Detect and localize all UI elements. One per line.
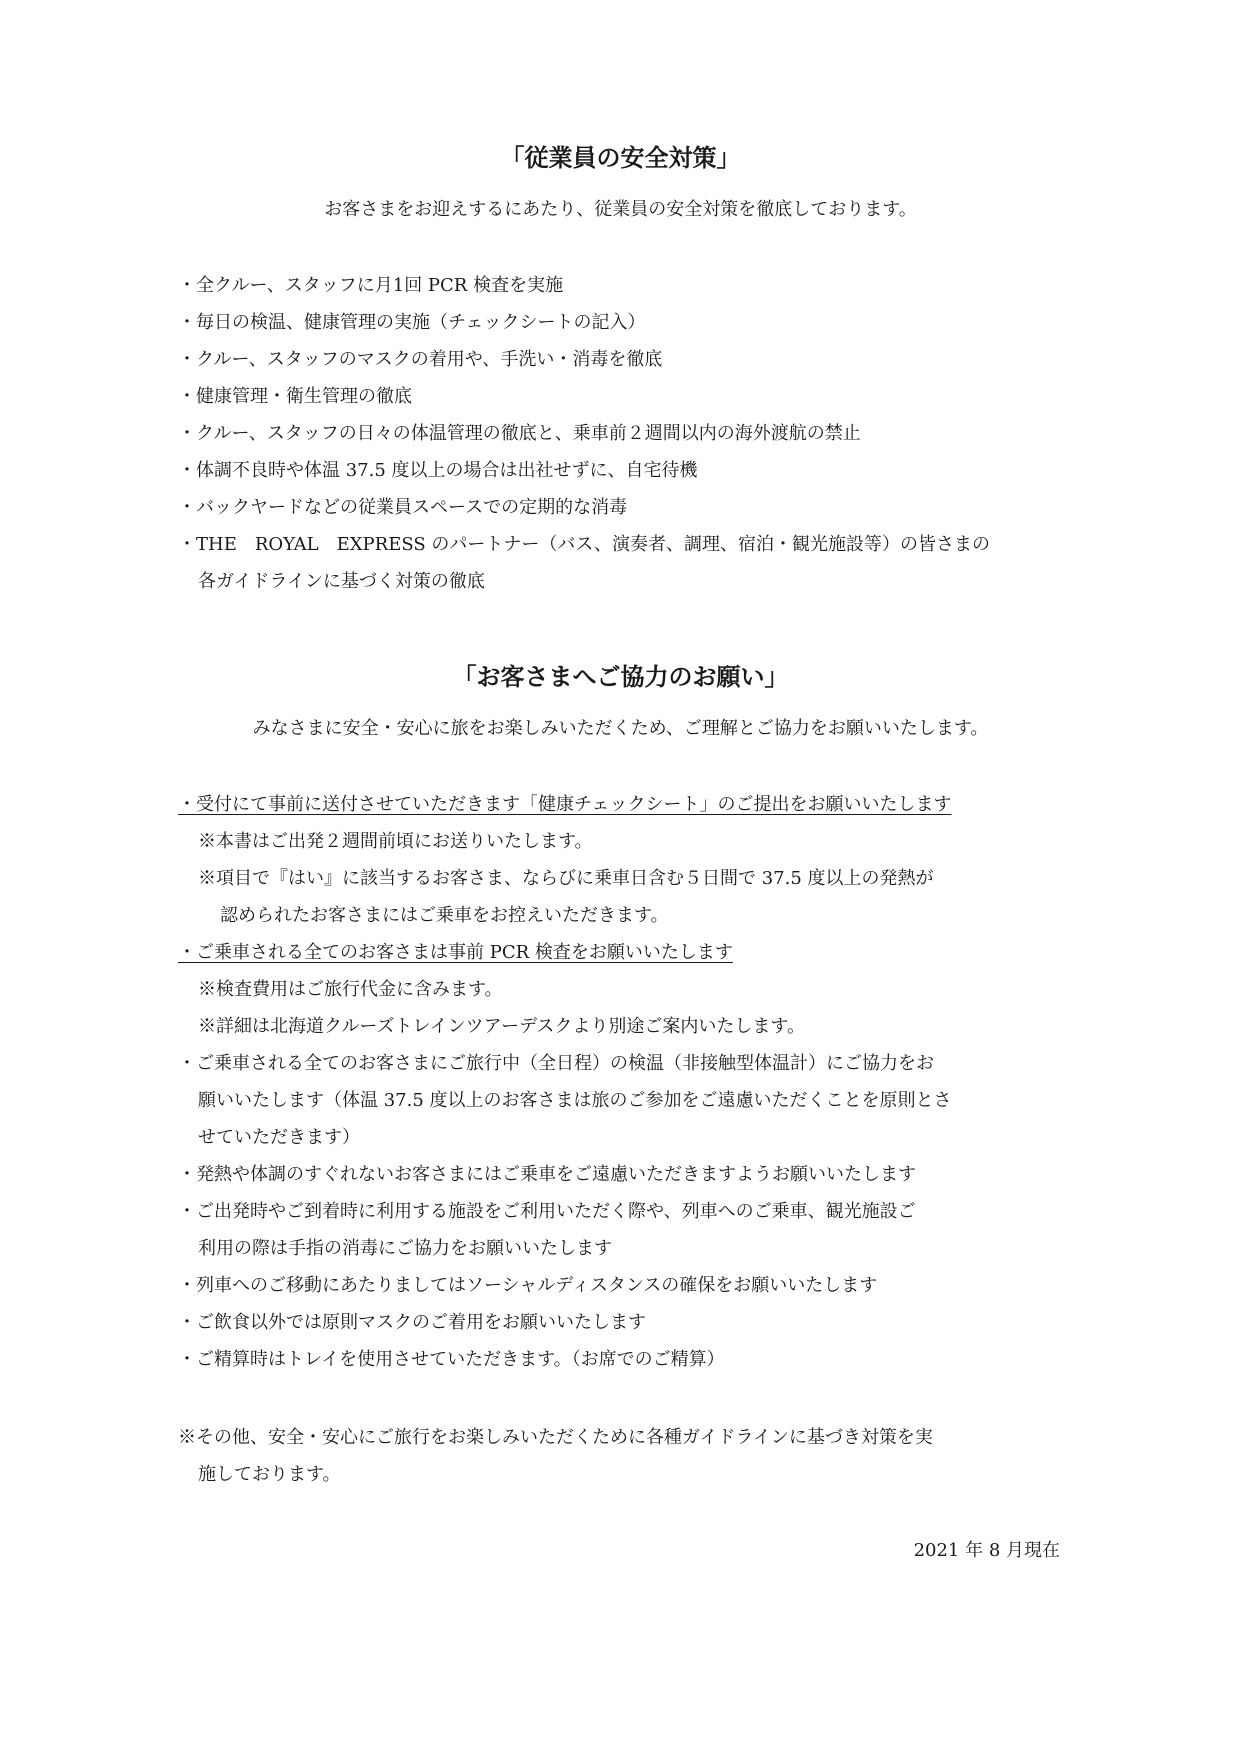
staff-item: ・体調不良時や体温 37.5 度以上の場合は出社せずに、自宅待機 bbox=[178, 460, 698, 481]
staff-item-continuation: 各ガイドラインに基づく対策の徹底 bbox=[198, 571, 485, 592]
document-date: 2021 年 8 月現在 bbox=[913, 1540, 1060, 1561]
guest-subnote: ※項目で『はい』に該当するお客さま、ならびに乗車日含む５日間で 37.5 度以上の発熱が bbox=[198, 868, 934, 889]
guest-section-title: 「お客さまへご協力のお願い」 bbox=[452, 662, 789, 691]
closing-note: ※その他、安全・安心にご旅行をお楽しみいただくために各種ガイドラインに基づき対策を実 bbox=[178, 1427, 933, 1448]
closing-note-continuation: 施しております。 bbox=[198, 1464, 341, 1485]
staff-item: ・健康管理・衛生管理の徹底 bbox=[178, 386, 412, 407]
staff-item: ・THE ROYAL EXPRESS のパートナー（バス、演奏者、調理、宿泊・観光施設等）の皆さまの bbox=[178, 534, 990, 555]
guest-subnote: ※詳細は北海道クルーズトレインツアーデスクより別途ご案内いたします。 bbox=[198, 1016, 805, 1037]
staff-item: ・バックヤードなどの従業員スペースでの定期的な消毒 bbox=[178, 497, 628, 518]
guest-item: ・ご乗車される全てのお客さまにご旅行中（全日程）の検温（非接触型体温計）にご協力をお bbox=[178, 1053, 934, 1074]
staff-item: ・全クルー、スタッフに月1回 PCR 検査を実施 bbox=[178, 275, 564, 296]
guest-item: ・列車へのご移動にあたりましてはソーシャルディスタンスの確保をお願いいたします bbox=[178, 1275, 878, 1296]
guest-subnote: ※本書はご出発２週間前頃にお送りいたします。 bbox=[198, 831, 593, 852]
staff-section-title: 「従業員の安全対策」 bbox=[500, 143, 741, 172]
guest-subnote: ※検査費用はご旅行代金に含みます。 bbox=[198, 979, 503, 1000]
guest-section-intro: みなさまに安全・安心に旅をお楽しみいただくため、ご理解とご協力をお願いいたします。 bbox=[252, 718, 989, 739]
guest-item: ・ご飲食以外では原則マスクのご着用をお願いいたします bbox=[178, 1312, 646, 1333]
guest-item-underlined: ・受付にて事前に送付させていただきます「健康チェックシート」のご提出をお願いいたします bbox=[178, 794, 952, 815]
guest-item-underlined: ・ご乗車される全てのお客さまは事前 PCR 検査をお願いいたします bbox=[178, 942, 733, 963]
staff-item: ・毎日の検温、健康管理の実施（チェックシートの記入） bbox=[178, 312, 646, 333]
guest-item: ・発熱や体調のすぐれないお客さまにはご乗車をご遠慮いただきますようお願いいたします bbox=[178, 1164, 916, 1185]
staff-section-intro: お客さまをお迎えするにあたり、従業員の安全対策を徹底しております。 bbox=[324, 199, 917, 220]
guest-item-continuation: 願いいたします（体温 37.5 度以上のお客さまは旅のご参加をご遠慮いただくことを原則とさ bbox=[198, 1090, 952, 1111]
guest-item: ・ご出発時やご到着時に利用する施設をご利用いただく際や、列車へのご乗車、観光施設ご bbox=[178, 1201, 916, 1222]
guest-item-continuation: せていただきます） bbox=[198, 1127, 360, 1148]
staff-item: ・クルー、スタッフのマスクの着用や、手洗い・消毒を徹底 bbox=[178, 349, 663, 370]
guest-subnote-continuation: 認められたお客さまにはご乗車をお控えいただきます。 bbox=[220, 905, 669, 926]
staff-item: ・クルー、スタッフの日々の体温管理の徹底と、乗車前２週間以内の海外渡航の禁止 bbox=[178, 423, 861, 444]
guest-item: ・ご精算時はトレイを使用させていただきます。（お席でのご精算） bbox=[178, 1349, 725, 1370]
guest-item-continuation: 利用の際は手指の消毒にご協力をお願いいたします bbox=[198, 1238, 612, 1259]
